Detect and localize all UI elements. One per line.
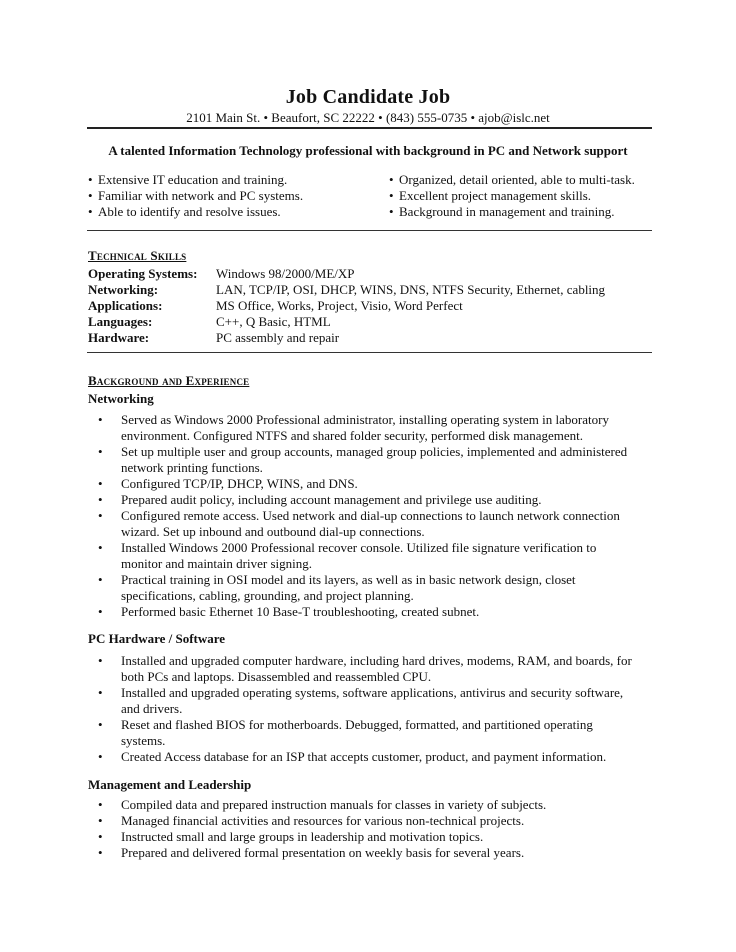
highlights-right [389, 172, 635, 220]
bullet-icon: • [389, 172, 394, 187]
skill-value: PC assembly and repair [216, 330, 340, 345]
pc-hardware-list [94, 653, 654, 765]
bullet-icon: • [98, 749, 103, 764]
skill-row [88, 298, 605, 314]
skill-label: Networking: [88, 282, 159, 297]
bullet-icon: • [98, 604, 103, 619]
skill-row [88, 314, 605, 330]
highlight-item: • Organized, detail oriented, able to multi-task. [389, 172, 635, 187]
pc-hardware-subheading: PC Hardware / Software [88, 631, 226, 646]
bullet-icon: • [98, 492, 103, 507]
list-item: • Reset and flashed BIOS for motherboards. Debugged, formatted, and partitioned operating systems. [98, 717, 593, 748]
background-heading: Background and Experience [88, 373, 250, 388]
bullet-icon: • [98, 685, 103, 700]
highlight-item: • Extensive IT education and training. [88, 172, 288, 187]
networking-subheading: Networking [88, 391, 154, 406]
list-item: • Managed financial activities and resources for various non-technical projects. [98, 813, 525, 828]
bullet-icon: • [98, 412, 103, 427]
highlight-item: • Excellent project management skills. [389, 188, 592, 203]
bullet-icon: • [98, 829, 103, 844]
list-item: • Installed and upgraded operating systems, software applications, antivirus and security software, and drivers. [98, 685, 624, 716]
highlights-left [88, 172, 303, 220]
skill-label: Applications: [88, 298, 163, 313]
list-item: • Performed basic Ethernet 10 Base-T troubleshooting, created subnet. [98, 604, 480, 619]
contact-line: 2101 Main St. • Beaufort, SC 22222 • (843) 555-0735 • ajob@islc.net [186, 110, 550, 125]
bullet-icon: • [98, 540, 103, 555]
bullet-icon: • [98, 572, 103, 587]
section-divider [87, 352, 652, 353]
list-item: • Prepared and delivered formal presentation on weekly basis for several years. [98, 845, 525, 860]
list-item: • Installed Windows 2000 Professional recover console. Utilized file signature verification to monitor and maintain driver signing. [98, 540, 597, 571]
management-list [94, 797, 654, 861]
bullet-icon: • [389, 204, 394, 219]
skill-value: MS Office, Works, Project, Visio, Word Perfect [216, 298, 463, 313]
list-item: • Practical training in OSI model and its layers, as well as in basic network design, closet specifications, cabling, grounding, and project planning. [98, 572, 576, 603]
bullet-icon: • [98, 476, 103, 491]
list-item: • Instructed small and large groups in leadership and motivation topics. [98, 829, 484, 844]
list-item: • Prepared audit policy, including account management and privilege use auditing. [98, 492, 542, 507]
bullet-icon: • [98, 813, 103, 828]
list-item: • Created Access database for an ISP that accepts customer, product, and payment information. [98, 749, 607, 764]
bullet-icon: • [98, 797, 103, 812]
list-item: • Configured remote access. Used network and dial-up connections to launch network connection wizard. Set up inbound and outbound dial-up connections. [98, 508, 620, 539]
bullet-icon: • [88, 172, 93, 187]
skill-value: C++, Q Basic, HTML [216, 314, 331, 329]
list-item: • Installed and upgraded computer hardware, including hard drives, modems, RAM, and boards, for both PCs and laptops. Disassembled and reassembled CPU. [98, 653, 632, 684]
bullet-icon: • [98, 508, 103, 523]
management-subheading: Management and Leadership [88, 777, 252, 792]
bullet-icon: • [88, 204, 93, 219]
skill-label: Hardware: [88, 330, 150, 345]
skill-row [88, 266, 605, 282]
skill-row [88, 282, 605, 298]
technical-skills-heading: Technical Skills [88, 248, 187, 263]
technical-skills-table [88, 266, 605, 346]
bullet-icon: • [389, 188, 394, 203]
highlight-item: • Familiar with network and PC systems. [88, 188, 304, 203]
highlight-item: • Background in management and training. [389, 204, 615, 219]
bullet-icon: • [98, 444, 103, 459]
list-item: • Set up multiple user and group accounts, managed group policies, implemented and administered network printing functions. [98, 444, 628, 475]
header-divider [87, 127, 652, 129]
bullet-icon: • [98, 845, 103, 860]
skill-value: Windows 98/2000/ME/XP [216, 266, 355, 281]
skill-label: Languages: [88, 314, 153, 329]
highlight-item: • Able to identify and resolve issues. [88, 204, 281, 219]
summary-statement: A talented Information Technology professional with background in PC and Network support [108, 143, 628, 158]
bullet-icon: • [98, 653, 103, 668]
skill-value: LAN, TCP/IP, OSI, DHCP, WINS, DNS, NTFS Security, Ethernet, cabling [216, 282, 606, 297]
list-item: • Configured TCP/IP, DHCP, WINS, and DNS. [98, 476, 358, 491]
bullet-icon: • [88, 188, 93, 203]
list-item: • Compiled data and prepared instruction manuals for classes in variety of subjects. [98, 797, 547, 812]
networking-list [94, 412, 654, 620]
list-item: • Served as Windows 2000 Professional administrator, installing operating system in laboratory environment. Configured NTFS and shared folder security, performed disk management. [98, 412, 609, 443]
candidate-name: Job Candidate Job [285, 86, 451, 108]
bullet-icon: • [98, 717, 103, 732]
skill-label: Operating Systems: [88, 266, 198, 281]
skill-row [88, 330, 605, 346]
section-divider [87, 230, 652, 231]
